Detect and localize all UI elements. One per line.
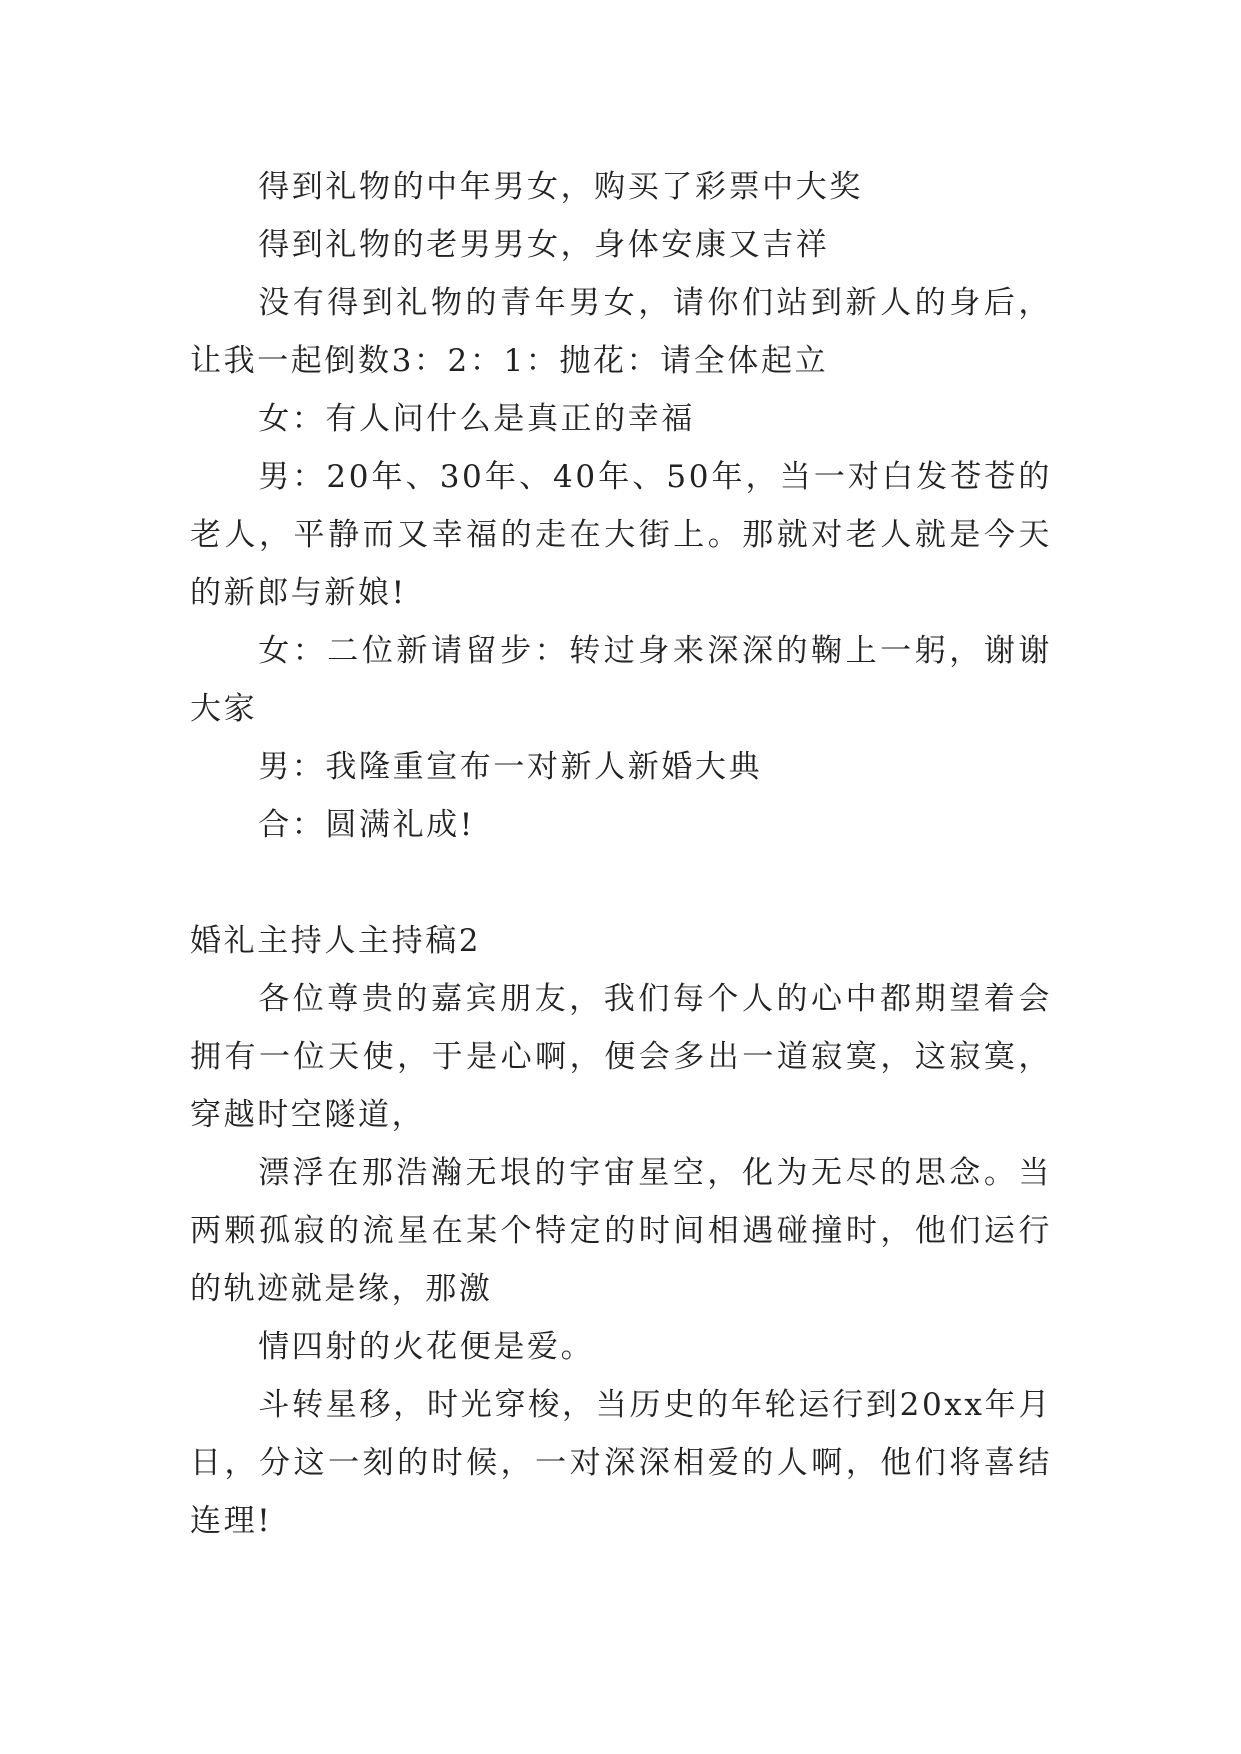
paragraph: 情四射的火花便是爱。 (258, 1329, 595, 1365)
paragraph: 得到礼物的中年男女，购买了彩票中大奖 (258, 169, 863, 205)
paragraph: 得到礼物的老男男女，身体安康又吉祥 (258, 227, 830, 263)
section-heading: 婚礼主持人主持稿2 (190, 923, 482, 959)
paragraph: 没有得到礼物的青年男女，请你们站到新人的身后，让我一起倒数3：2：1：抛花：请全体起立 (190, 285, 1052, 379)
paragraph: 合：圆满礼成! (258, 807, 475, 843)
section-spacer (190, 854, 1052, 912)
paragraph: 女：二位新请留步：转过身来深深的鞠上一躬，谢谢大家 (190, 633, 1052, 727)
paragraph: 各位尊贵的嘉宾朋友，我们每个人的心中都期望着会拥有一位天使，于是心啊，便会多出一道寂寞，这寂寞，穿越时空隧道， (190, 981, 1052, 1133)
document-body (190, 158, 1052, 1550)
paragraph: 男：我隆重宣布一对新人新婚大典 (258, 749, 763, 785)
paragraph: 斗转星移，时光穿梭，当历史的年轮运行到20xx年月日，分这一刻的时候，一对深深相爱的人啊，他们将喜结连理! (190, 1387, 1052, 1539)
paragraph: 漂浮在那浩瀚无垠的宇宙星空，化为无尽的思念。当两颗孤寂的流星在某个特定的时间相遇碰撞时，他们运行的轨迹就是缘，那激 (190, 1155, 1052, 1307)
paragraph: 男：20年、30年、40年、50年，当一对白发苍苍的老人，平静而又幸福的走在大街上。那就对老人就是今天的新郎与新娘! (190, 459, 1052, 611)
paragraph: 女：有人问什么是真正的幸福 (258, 401, 695, 437)
